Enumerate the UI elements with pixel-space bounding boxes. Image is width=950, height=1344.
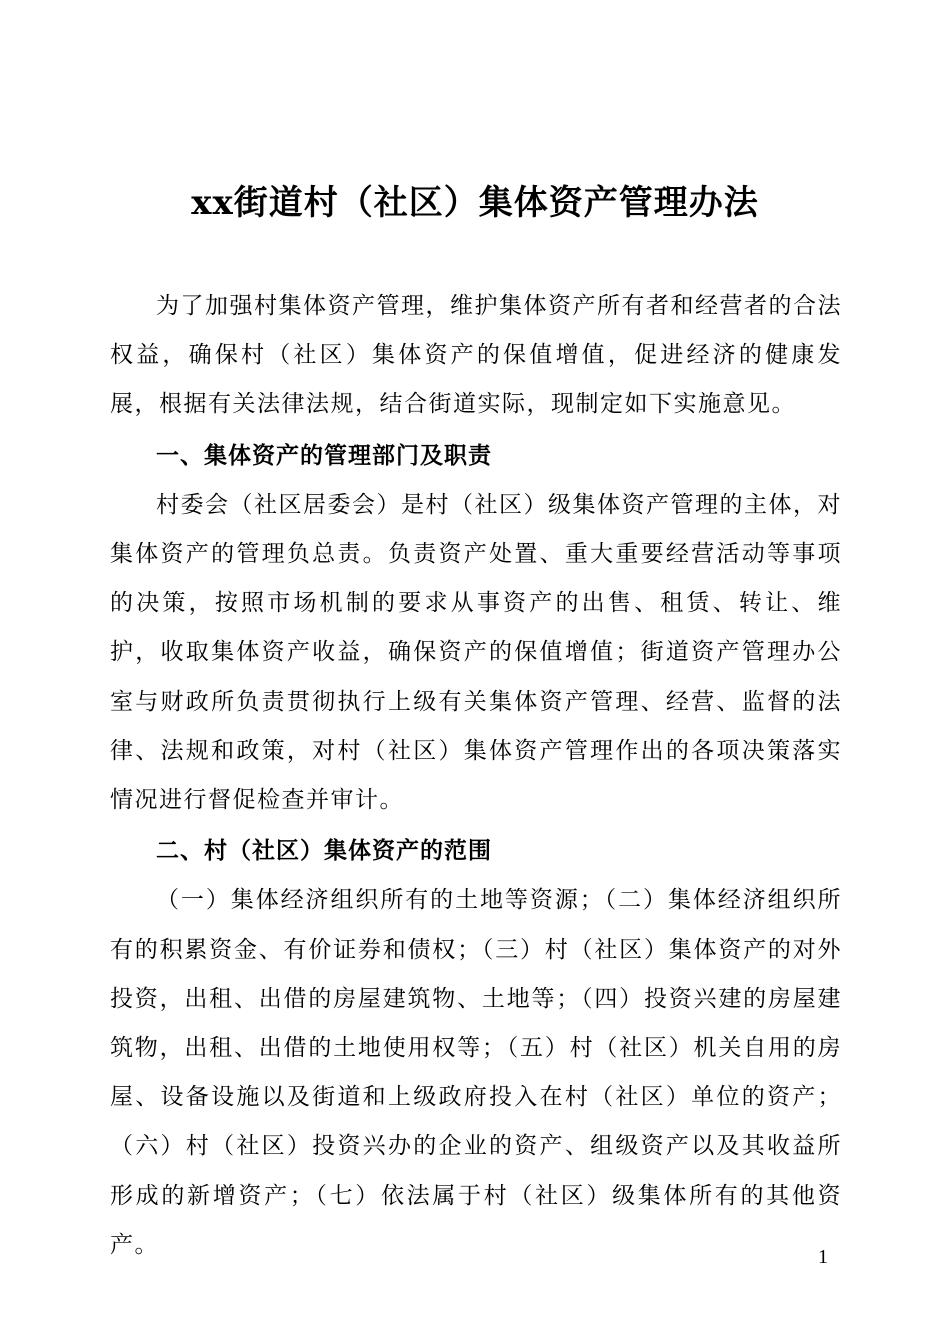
section-heading-2: 二、村（社区）集体资产的范围 — [156, 838, 492, 865]
section-text-1: 村委会（社区居委会）是村（社区）级集体资产管理的主体，对集体资产的管理负总责。负责资产处置、重大重要经营活动等事项的决策，按照市场机制的要求从事资产的出售、租赁、转让、维护，收取集体资产收益，确保资产的保值增值；街道资产管理办公室与财政所负责贯彻执行上级有关集体资产管理、经营、监督的法律、法规和政策，对村（社区）集体资产管理作出的各项决策落实情况进行督促检查并审计。 — [110, 491, 842, 814]
document-title: xx街道村（社区）集体资产管理办法 — [191, 183, 759, 223]
document-body — [110, 282, 842, 1270]
page-number: 1 — [818, 1246, 828, 1268]
section-text-2: （一）集体经济组织所有的土地等资源；（二）集体经济组织所有的积累资金、有价证券和债权；（三）村（社区）集体资产的对外投资，出租、出借的房屋建筑物、土地等；（四）投资兴建的房屋建筑物，出租、出借的土地使用权等；（五）村（社区）机关自用的房屋、设备设施以及街道和上级政府投入在村（社区）单位的资产；（六）村（社区）投资兴办的企业的资产、组级资产以及其收益所形成的新增资产；（七）依法属于村（社区）级集体所有的其他资产。 — [110, 887, 842, 1258]
intro-paragraph: 为了加强村集体资产管理，维护集体资产所有者和经营者的合法权益，确保村（社区）集体资产的保值增值，促进经济的健康发展，根据有关法律法规，结合街道实际，现制定如下实施意见。 — [110, 293, 842, 418]
section-heading-1: 一、集体资产的管理部门及职责 — [156, 442, 492, 469]
